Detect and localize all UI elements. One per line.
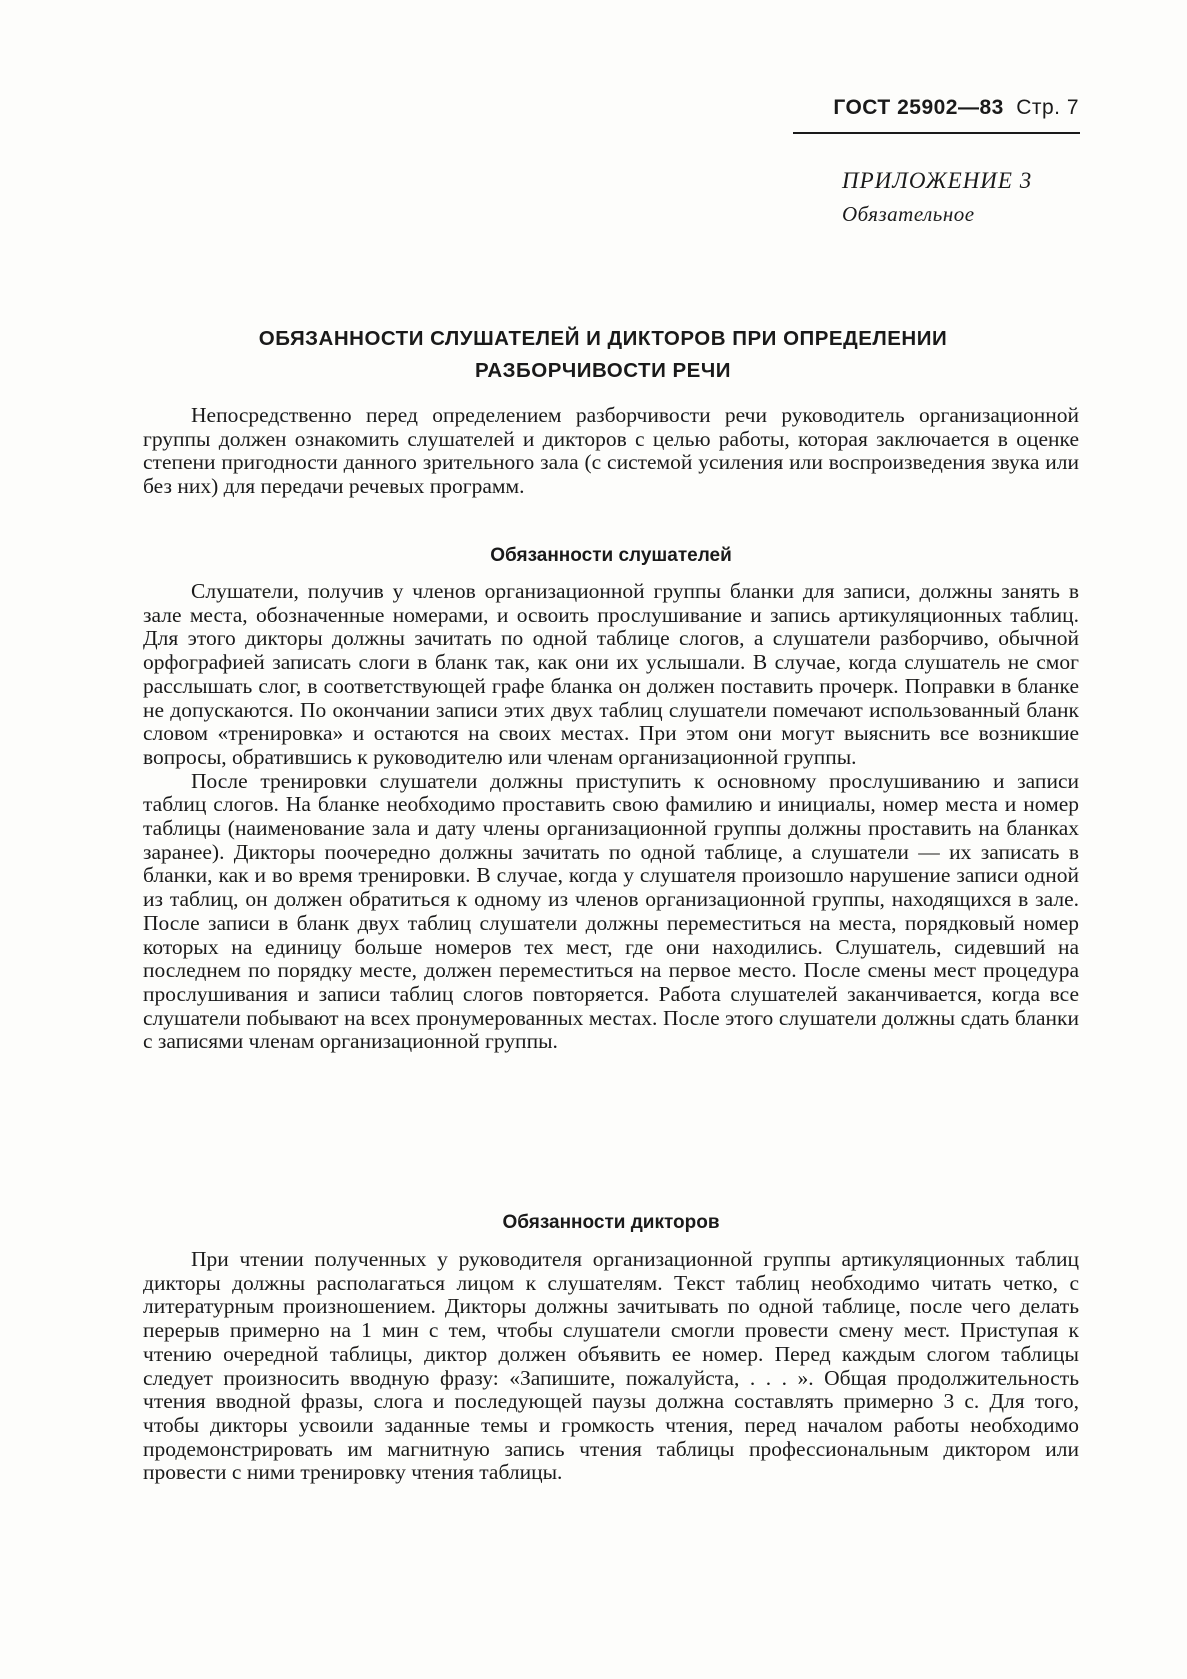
document-title <box>143 323 1063 387</box>
appendix-label: ПРИЛОЖЕНИЕ 3 <box>842 168 1033 193</box>
paragraph: При чтении полученных у руководителя организационной группы артикуляционных таблиц дикторы должны располагаться лицом к слушателям. Текст таблиц необходимо читать четко, с литературным произношением. Дикторы должны зачитывать по одной таблице, после чего делать перерыв примерно на 1 мин с тем, чтобы слушатели смогли провести смену мест. Приступая к чтению очередной таблицы, диктор должен объявить ее номер. Перед каждым слогом таблицы следует произносить вводную фразу: «Запишите, пожалуйста, . . . ». Общая продолжительность чтения вводной фразы, слога и последующей паузы должна составлять примерно 3 с. Для того, чтобы дикторы усвоили заданные темы и громкость чтения, перед началом работы необходимо продемонстрировать им магнитную запись чтения таблицы профессиональным диктором или провести с ними тренировку чтения таблицы. <box>143 1247 1079 1485</box>
title-line-1: ОБЯЗАННОСТИ СЛУШАТЕЛЕЙ И ДИКТОРОВ ПРИ ОПРЕДЕЛЕНИИ <box>258 327 948 350</box>
listeners-section <box>143 580 1079 1054</box>
speakers-heading: Обязанности дикторов <box>502 1212 720 1233</box>
intro-section <box>143 404 1079 499</box>
page-header <box>833 96 1079 120</box>
header-rule <box>793 132 1080 134</box>
title-line-2: РАЗБОРЧИВОСТИ РЕЧИ <box>475 359 731 382</box>
listeners-heading: Обязанности слушателей <box>490 545 732 566</box>
page-number: Стр. 7 <box>1016 96 1079 119</box>
intro-paragraph: Непосредственно перед определением разборчивости речи руководитель организационной группы должен ознакомить слушателей и дикторов с целью работы, которая заключается в оценке степени пригодности данного зрительного зала (с системой усиления или воспроизведения звука или без них) для передачи речевых программ. <box>143 403 1079 499</box>
paragraph: Слушатели, получив у членов организационной группы бланки для записи, должны занять в зале места, обозначенные номерами, и освоить прослушивание и запись артикуляционных таблиц. Для этого дикторы должны зачитать по одной таблице слогов, а слушатели разборчиво, обычной орфографией записать слоги в бланк так, как они их услышали. В случае, когда слушатель не смог расслышать слог, в соответствующей графе бланка он должен поставить прочерк. Поправки в бланке не допускаются. По окончании записи этих двух таблиц слушатели помечают использованный бланк словом «тренировка» и остаются на своих местах. При этом они могут выяснить все возникшие вопросы, обратившись к руководителю или членам организационной группы. <box>143 579 1079 769</box>
speakers-section <box>143 1248 1079 1485</box>
appendix-status: Обязательное <box>842 202 975 226</box>
paragraph: После тренировки слушатели должны приступить к основному прослушиванию и записи таблиц слогов. На бланке необходимо проставить свою фамилию и инициалы, номер места и номер таблицы (наименование зала и дату члены организационной группы должны проставить на бланках заранее). Дикторы поочередно должны зачитать по одной таблице, а слушатели — их записать в бланки, как и во время тренировки. В случае, когда у слушателя произошло нарушение записи одной из таблиц, он должен обратиться к одному из членов организационной группы, находящихся в зале. После записи в бланк двух таблиц слушатели должны переместиться на места, порядковый номер которых на единицу больше номеров тех мест, где они находились. Слушатель, сидевший на последнем по порядку месте, должен переместиться на первое место. После смены мест процедура прослушивания и записи таблиц слогов повторяется. Работа слушателей заканчивается, когда все слушатели побывают на всех пронумерованных местах. После этого слушатели должны сдать бланки с записями членам организационной группы. <box>143 768 1079 1054</box>
standard-number: ГОСТ 25902—83 <box>833 96 1004 119</box>
